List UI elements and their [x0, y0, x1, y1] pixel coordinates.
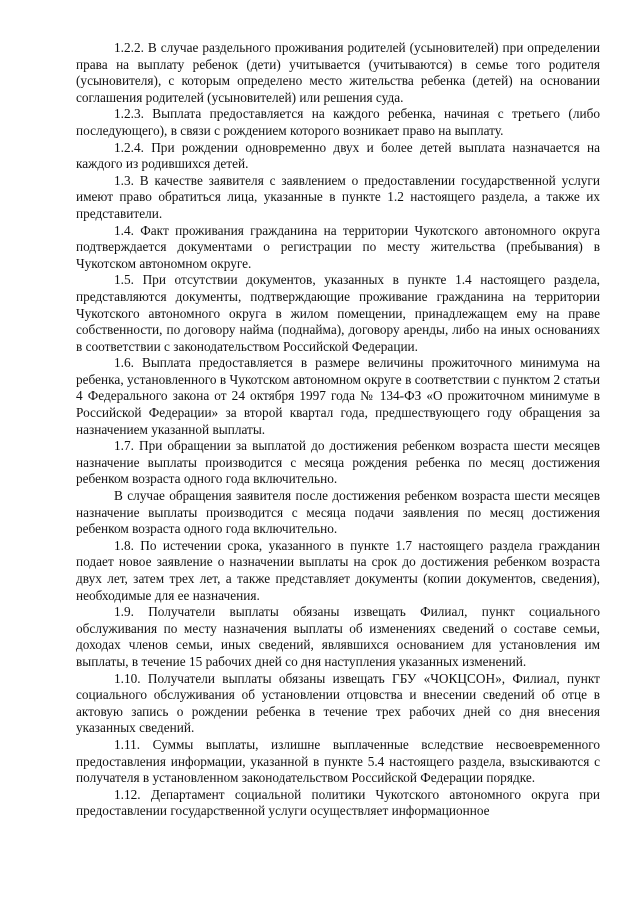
paragraph-1-2-3: 1.2.3. Выплата предоставляется на каждого ребенка, начиная с третьего (либо последующего), в связи с рождением которого возникает право на выплату. [76, 106, 600, 138]
paragraph-1-7: 1.7. При обращении за выплатой до достижения ребенком возраста шести месяцев назначение выплаты производится с месяца рождения ребенка по месяц достижения ребенком возраста одного года включительно. [76, 438, 600, 487]
paragraph-1-9: 1.9. Получатели выплаты обязаны извещать Филиал, пункт социального обслуживания по месту назначения выплаты об изменениях сведений о составе семьи, доходах членов семьи, иных сведений, являвшихся основанием для установления им выплаты, в течение 15 рабочих дней со дня наступления указанных изменений. [76, 604, 600, 669]
paragraph-1-5: 1.5. При отсутствии документов, указанных в пункте 1.4 настоящего раздела, представляются документы, подтверждающие проживание гражданина на территории Чукотского автономного округа в жилом помещении, принадлежащем ему на праве собственности, по договору найма (поднайма), договору аренды, либо на иных основаниях в соответствии с законодательством Российской Федерации. [76, 272, 600, 354]
paragraph-1-12: 1.12. Департамент социальной политики Чукотского автономного округа при предоставлении государственной услуги осуществляет информационное [76, 786, 600, 819]
paragraph-1-7-continued: В случае обращения заявителя после достижения ребенком возраста шести месяцев назначение выплаты производится с месяца подачи заявления по месяц достижения ребенком возраста одного года включительно. [76, 488, 600, 537]
paragraph-1-2-4: 1.2.4. При рождении одновременно двух и более детей выплата назначается на каждого из родившихся детей. [76, 139, 600, 172]
paragraph-1-3: 1.3. В качестве заявителя с заявлением о предоставлении государственной услуги имеют право обратиться лица, указанные в пункте 1.2 настоящего раздела, а также их представители. [76, 172, 600, 221]
paragraph-1-2-2: 1.2.2. В случае раздельного проживания родителей (усыновителей) при определении права на выплату ребенок (дети) учитывается (учитываются) в семье того родителя (усыновителя), с которым определено место жительства ребенка (детей) на основании соглашения родителей (усыновителей) или решения суда. [76, 40, 600, 105]
paragraph-1-6: 1.6. Выплата предоставляется в размере величины прожиточного минимума на ребенка, установленного в Чукотском автономном округе в соответствии с пунктом 2 статьи 4 Федерального закона от 24 октября 1997 года № 134-ФЗ «О прожиточном минимуме в Российской Федерации» за второй квартал года, предшествующего году обращения за назначением указанной выплаты. [76, 355, 600, 437]
paragraph-1-8: 1.8. По истечении срока, указанного в пункте 1.7 настоящего раздела гражданин подает новое заявление о назначении выплаты на срок до достижения ребенком возраста двух лет, затем трех лет, а также представляет документы (копии документов, сведения), необходимые для ее назначения. [76, 537, 600, 603]
paragraph-1-11: 1.11. Суммы выплаты, излишне выплаченные вследствие несвоевременного предоставления информации, указанной в пункте 5.4 настоящего раздела, взыскиваются с получателя в установленном законодательством Российской Федерации порядке. [76, 736, 600, 786]
paragraph-1-4: 1.4. Факт проживания гражданина на территории Чукотского автономного округа подтверждается документами о регистрации по месту жительства (пребывания) в Чукотском автономном округе. [76, 222, 600, 271]
paragraph-1-10: 1.10. Получатели выплаты обязаны извещать ГБУ «ЧОКЦСОН», Филиал, пункт социального обслуживания об установлении отцовства и внесении сведений об отце в актовую запись о рождении ребенка в течение трех рабочих дней со дня внесения указанных сведений. [76, 670, 600, 736]
